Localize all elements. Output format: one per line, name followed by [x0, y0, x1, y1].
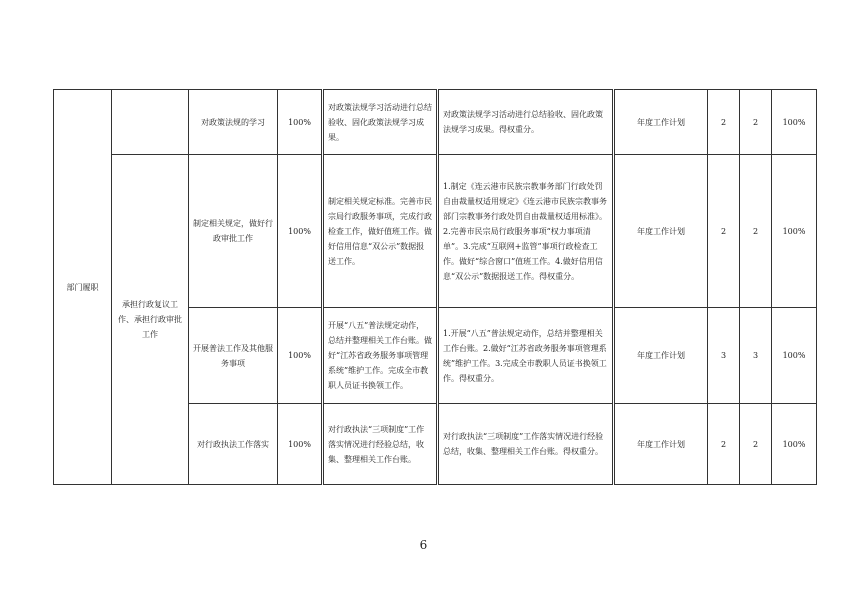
standard-cell: 对政策法规学习活动进行总结验收、固化政策法规学习成果。 — [323, 90, 438, 155]
rate-cell: 100% — [772, 90, 817, 155]
category-cell: 部门履职 — [54, 90, 112, 485]
full-score-cell: 3 — [708, 308, 740, 404]
standard-cell: 开展“八五”普法规定动作，总结并整理相关工作台账。做好“江苏省政务服务事项管理系统”维护工作。完成全市教职人员证书换领工作。 — [323, 308, 438, 404]
page-number: 6 — [419, 538, 428, 552]
completion-cell: 对行政执法“三项制度”工作落实情况进行经验总结，收集、整理相关工作台账。得权重分。 — [438, 404, 614, 485]
performance-table — [53, 89, 817, 485]
weight-cell: 100% — [278, 90, 323, 155]
full-score-cell: 2 — [708, 90, 740, 155]
weight-cell: 100% — [278, 155, 323, 308]
score-cell: 2 — [740, 155, 772, 308]
standard-cell: 制定相关规定标准。完善市民宗局行政服务事项，完成行政检查工作，做好值班工作。做好信用信息“双公示”数据报送工作。 — [323, 155, 438, 308]
empty-group-cell — [112, 90, 189, 155]
source-cell: 年度工作计划 — [614, 404, 708, 485]
rate-cell: 100% — [772, 155, 817, 308]
item-cell: 对行政执法工作落实 — [189, 404, 278, 485]
weight-cell: 100% — [278, 404, 323, 485]
source-cell: 年度工作计划 — [614, 308, 708, 404]
source-cell: 年度工作计划 — [614, 90, 708, 155]
table-row — [54, 155, 817, 308]
score-cell: 2 — [740, 90, 772, 155]
full-score-cell: 2 — [708, 155, 740, 308]
completion-cell: 对政策法规学习活动进行总结验收、固化政策法规学习成果。得权重分。 — [438, 90, 614, 155]
completion-cell: 1.开展“八五”普法规定动作，总结并整理相关工作台账。2.做好“江苏省政务服务事项管理系统”维护工作。3.完成全市教职人员证书换领工作。得权重分。 — [438, 308, 614, 404]
standard-cell: 对行政执法“三项制度”工作落实情况进行经验总结，收集、整理相关工作台账。 — [323, 404, 438, 485]
score-cell: 3 — [740, 308, 772, 404]
weight-cell: 100% — [278, 308, 323, 404]
completion-cell: 1.制定《连云港市民族宗教事务部门行政处罚自由裁量权适用规定》《连云港市民族宗教事务部门宗教事务行政处罚自由裁量权适用标准》。2.完善市民宗局行政服务事项“权力事项清单”。3.完成“互联网+监管”事项行政检查工作。做好“综合窗口”值班工作。4.做好信用信息“双公示”数据报送工作。得权重分。 — [438, 155, 614, 308]
group-cell: 承担行政复议工作、承担行政审批工作 — [112, 155, 189, 485]
item-cell: 开展普法工作及其他服务事项 — [189, 308, 278, 404]
source-cell: 年度工作计划 — [614, 155, 708, 308]
rate-cell: 100% — [772, 308, 817, 404]
rate-cell: 100% — [772, 404, 817, 485]
item-cell: 对政策法规的学习 — [189, 90, 278, 155]
full-score-cell: 2 — [708, 404, 740, 485]
score-cell: 2 — [740, 404, 772, 485]
item-cell: 制定相关规定，做好行政审批工作 — [189, 155, 278, 308]
table-row — [54, 90, 817, 155]
